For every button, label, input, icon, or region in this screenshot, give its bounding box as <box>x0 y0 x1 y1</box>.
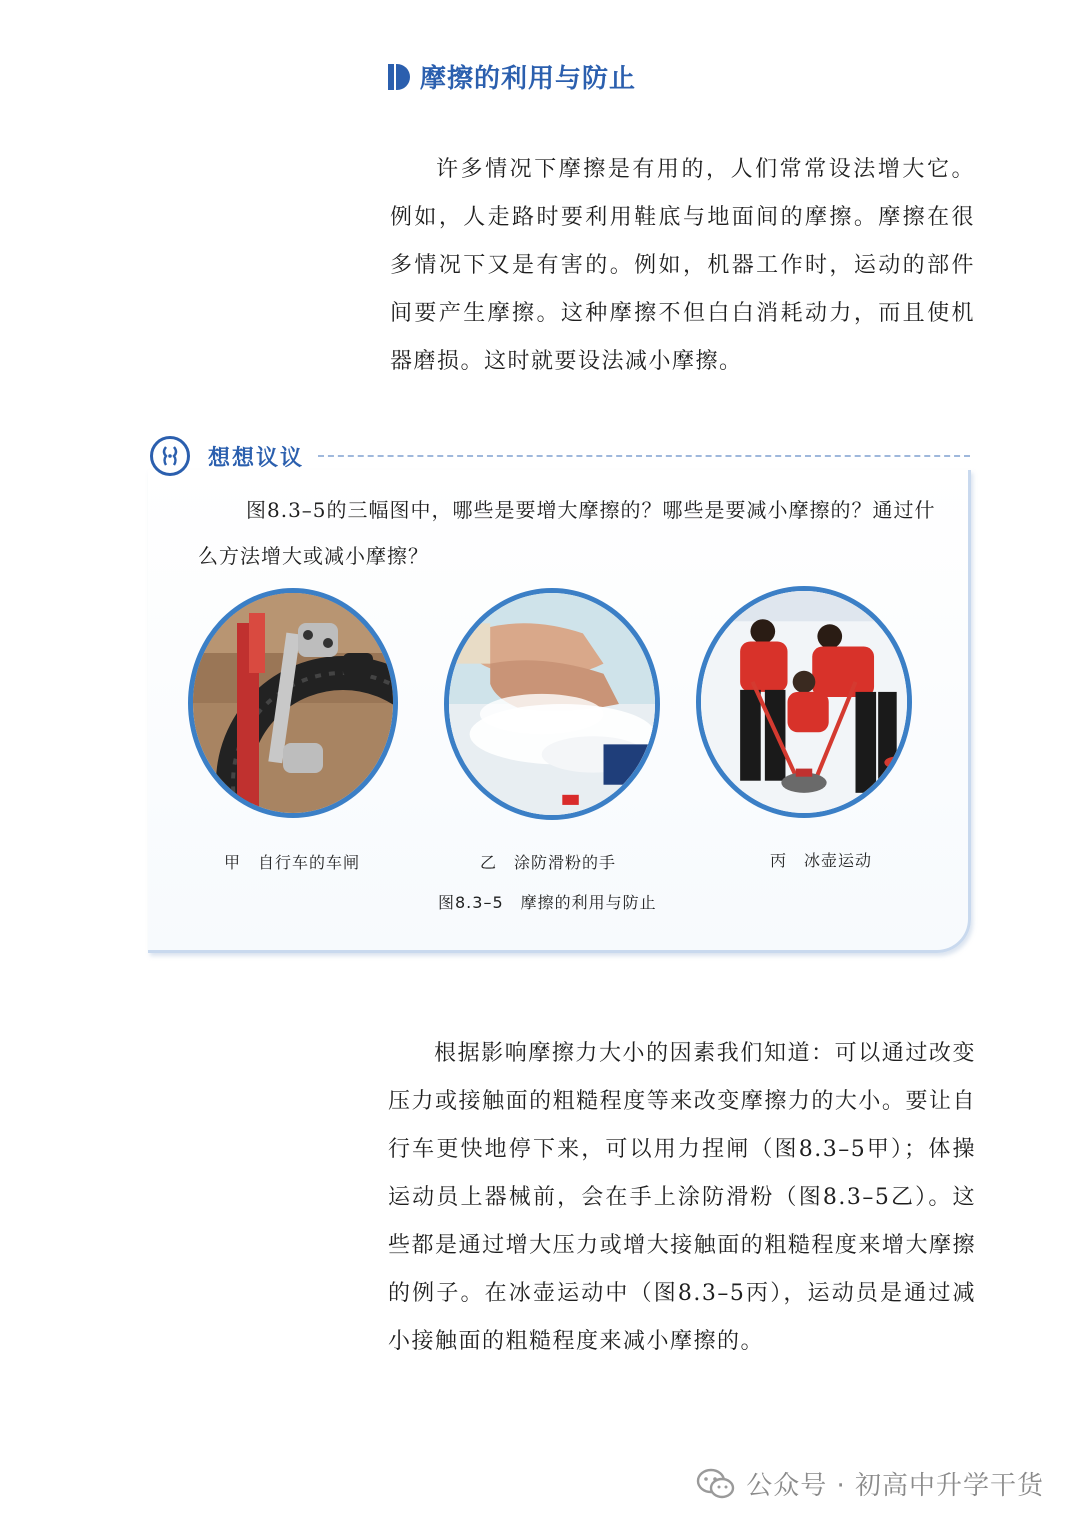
section-heading <box>388 58 636 95</box>
watermark <box>696 1465 1044 1502</box>
discussion-title: 想想议议 <box>208 445 305 471</box>
dashed-divider <box>318 455 970 457</box>
bicycle-brake-photo <box>188 588 398 818</box>
discussion-header <box>150 436 970 476</box>
section-title: 摩擦的利用与防止 <box>420 64 637 94</box>
discussion-icon <box>150 436 190 476</box>
chalk-hands-photo <box>444 588 660 820</box>
wechat-icon <box>696 1467 736 1501</box>
section-marker-icon <box>388 64 410 90</box>
figure-caption-b: 乙 涂防滑粉的手 <box>480 853 617 872</box>
body-paragraph-1: 许多情况下摩擦是有用的，人们常常设法增大它。例如，人走路时要利用鞋底与地面间的摩擦。摩擦在很多情况下又是有害的。例如，机器工作时，运动的部件间要产生摩擦。这种摩擦不但白白消耗动力，而且使机器磨损。这时就要设法减小摩擦。 <box>390 157 975 374</box>
discussion-question: 图8.3–5的三幅图中，哪些是要增大摩擦的？哪些是要减小摩擦的？通过什么方法增大或减小摩擦？ <box>198 498 936 568</box>
curling-photo <box>696 586 912 818</box>
figure-caption-a: 甲 自行车的车闸 <box>224 853 361 872</box>
figure-caption-c: 丙 冰壶运动 <box>770 851 873 870</box>
body-paragraph-2: 根据影响摩擦力大小的因素我们知道：可以通过改变压力或接触面的粗糙程度等来改变摩擦力的大小。要让自行车更快地停下来，可以用力捏闸（图8.3–5甲）；体操运动员上器械前，会在手上涂防滑粉（图8.3–5乙）。这些都是通过增大压力或增大接触面的粗糙程度来增大摩擦的例子。在冰壶运动中（图8.3–5丙），运动员是通过减小接触面的粗糙程度来减小摩擦的。 <box>388 1041 976 1354</box>
watermark-text: 公众号 · 初高中升学干货 <box>746 1471 1044 1501</box>
figure-title: 图8.3–5 摩擦的利用与防止 <box>438 893 657 912</box>
